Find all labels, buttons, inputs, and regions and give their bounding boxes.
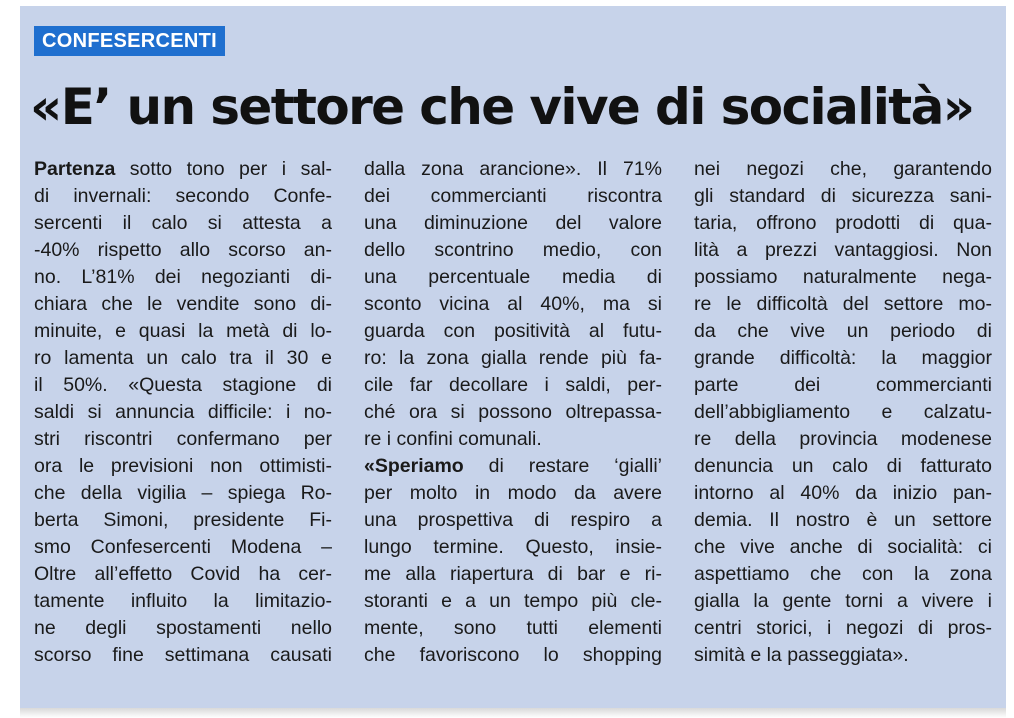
text-line: ché ora si possono oltrepassa-	[364, 401, 662, 423]
text-line: re i confini comunali.	[364, 428, 542, 450]
lead-word: Partenza	[34, 158, 116, 180]
text-line: una diminuzione del valore	[364, 212, 662, 234]
text-line: scorso fine settimana causati	[34, 644, 332, 666]
text-line: me alla riapertura di bar e ri-	[364, 563, 662, 585]
text-line: sconto vicina al 40%, ma si	[364, 293, 662, 315]
text-line: dalla zona arancione». Il 71%	[364, 158, 662, 180]
text-line: aspettiamo che con la zona	[694, 563, 992, 585]
text-line: mente, sono tutti elementi	[364, 617, 662, 639]
text-line: Oltre all’effetto Covid ha cer-	[34, 563, 332, 585]
text-line: sercenti il calo si attesta a	[34, 212, 332, 234]
text-line: gialla la gente torni a vivere i	[694, 590, 992, 612]
text-line: dell’abbigliamento e calzatu-	[694, 401, 992, 423]
text-line: saldi si annuncia difficile: i no-	[34, 401, 332, 423]
article-column-2	[364, 156, 662, 669]
text-line: grande difficoltà: la maggior	[694, 347, 992, 369]
headline: «E’ un settore che vive di socialità»	[30, 78, 974, 136]
text-line: ne degli spostamenti nello	[34, 617, 332, 639]
text-line: tamente influito la limitazio-	[34, 590, 332, 612]
article-box	[20, 6, 1006, 708]
text-line: parte dei commercianti	[694, 374, 992, 396]
text-line: una percentuale media di	[364, 266, 662, 288]
text-line: guarda con positività al futu-	[364, 320, 662, 342]
text-line: nei negozi che, garantendo	[694, 158, 992, 180]
text-line: dello scontrino medio, con	[364, 239, 662, 261]
text-line: che vive anche di socialità: ci	[694, 536, 992, 558]
text-line: per molto in modo da avere	[364, 482, 662, 504]
text-line: storanti e a un tempo più cle-	[364, 590, 662, 612]
text-line: Partenza sotto tono per i sal-	[34, 158, 332, 180]
text-line: cile far decollare i saldi, per-	[364, 374, 662, 396]
text-line: re della provincia modenese	[694, 428, 992, 450]
text-line: denuncia un calo di fatturato	[694, 455, 992, 477]
text-line: re le difficoltà del settore mo-	[694, 293, 992, 315]
text-line: chiara che le vendite sono di-	[34, 293, 332, 315]
text-line: una prospettiva di respiro a	[364, 509, 662, 531]
text-line: centri storici, i negozi di pros-	[694, 617, 992, 639]
text-line: dei commercianti riscontra	[364, 185, 662, 207]
text-line: che favoriscono lo shopping	[364, 644, 662, 666]
text-line: ro lamenta un calo tra il 30 e	[34, 347, 332, 369]
text-line: da che vive un periodo di	[694, 320, 992, 342]
lead-word: «Speriamo	[364, 455, 464, 477]
text-line: demia. Il nostro è un settore	[694, 509, 992, 531]
text-line: «Speriamo di restare ‘gialli’	[364, 455, 662, 477]
article-column-3	[694, 156, 992, 669]
text-line: il 50%. «Questa stagione di	[34, 374, 332, 396]
text-line: ora le previsioni non ottimisti-	[34, 455, 332, 477]
text-line: stri riscontri confermano per	[34, 428, 332, 450]
section-tag: CONFESERCENTI	[34, 26, 225, 56]
text-line: di invernali: secondo Confe-	[34, 185, 332, 207]
text-line: gli standard di sicurezza sani-	[694, 185, 992, 207]
text-line: smo Confesercenti Modena –	[34, 536, 332, 558]
text-line: lità a prezzi vantaggiosi. Non	[694, 239, 992, 261]
text-line: simità e la passeggiata».	[694, 644, 909, 666]
text-line: no. L’81% dei negozianti di-	[34, 266, 332, 288]
text-line: minuite, e quasi la metà di lo-	[34, 320, 332, 342]
text-line: berta Simoni, presidente Fi-	[34, 509, 332, 531]
page-edge	[20, 708, 1006, 718]
text-line: intorno al 40% da inizio pan-	[694, 482, 992, 504]
text-line: lungo termine. Questo, insie-	[364, 536, 662, 558]
text-line: ro: la zona gialla rende più fa-	[364, 347, 662, 369]
text-line: che della vigilia – spiega Ro-	[34, 482, 332, 504]
text-line: taria, offrono prodotti di qua-	[694, 212, 992, 234]
text-line: -40% rispetto allo scorso an-	[34, 239, 332, 261]
text-line: possiamo naturalmente nega-	[694, 266, 992, 288]
article-column-1	[34, 156, 332, 669]
